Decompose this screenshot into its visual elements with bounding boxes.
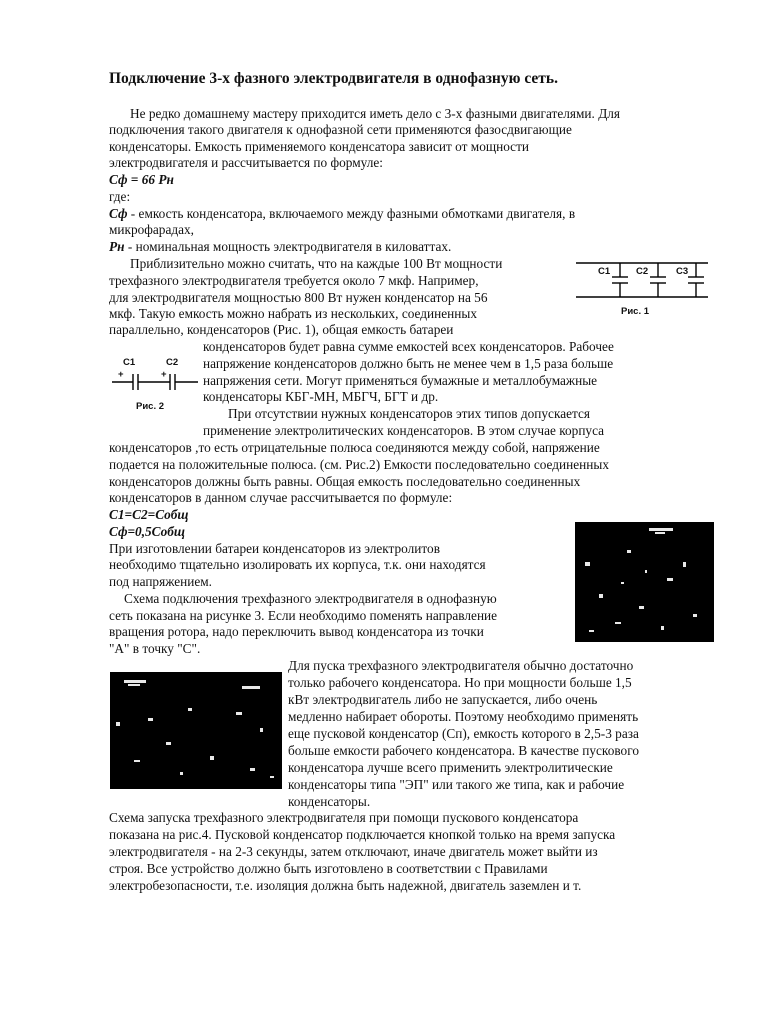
figure-4-noise [110, 672, 282, 789]
paragraph-line: под напряжением. [109, 574, 212, 589]
paragraph-line: конденсаторы КБГ-МН, МБГЧ, БГТ и др. [203, 389, 439, 404]
paragraph-line: необходимо тщательно изолировать их корпуса, т.к. они находятся [109, 557, 486, 572]
paragraph-line: напряжение конденсаторов должно быть не менее чем в 1,5 раза больше [203, 356, 614, 371]
paragraph-line: конденсаторы. Емкость применяемого конденсатора зависит от мощности [109, 139, 530, 154]
paragraph-line: Приблизительно можно считать, что на каждые 100 Вт мощности [130, 256, 503, 271]
polarity-plus: + [118, 369, 124, 380]
paragraph-line: вращения ротора, надо переключить вывод конденсатора из точки [109, 624, 484, 639]
figure-1-parallel-capacitors [572, 255, 712, 317]
paragraph-line: больше емкости рабочего конденсатора. В качестве пускового [288, 743, 639, 758]
paragraph-line: конденсаторы типа "ЭП" или такого же типа, как и рабочие [288, 777, 625, 792]
capacitor-label: C1 [123, 357, 136, 368]
formula-capacitance: Сф = 66 Рн [109, 172, 174, 187]
figure-2-series-capacitors [110, 356, 202, 416]
paragraph-line: подключения такого двигателя к однофазной сети применяются фазосдвигающие [109, 122, 572, 137]
paragraph-line: конденсаторы. [288, 794, 371, 809]
formula-symbol: Рн [109, 239, 125, 254]
formula-symbol: Сф [109, 206, 128, 221]
paragraph-line: для электродвигателя мощностью 800 Вт нужен конденсатор на 56 [109, 290, 488, 305]
paragraph-line: кВт электродвигатель либо не запускается, либо очень [288, 692, 598, 707]
paragraph-line: Схема подключения трехфазного электродвигателя в однофазную [124, 591, 497, 606]
capacitor-label: C1 [598, 266, 611, 277]
paragraph-line: При изготовлении батареи конденсаторов из электролитов [109, 541, 440, 556]
paragraph-line: При отсутствии нужных конденсаторов этих типов допускается [228, 406, 591, 421]
paragraph-line: строя. Все устройство должно быть изготовлено в соответствии с Правилами [109, 861, 548, 876]
paragraph-line: только рабочего конденсатора. Но при мощности больше 1,5 [288, 675, 632, 690]
paragraph-line: подается на положительные полюса. (см. Рис.2) Емкости последовательно соединенных [109, 457, 609, 472]
paragraph-line: мкф. Такую емкость можно набрать из нескольких, соединенных [109, 306, 477, 321]
paragraph-line: еще пусковой конденсатор (Сп), емкость которого в 2,5-3 раза [288, 726, 639, 741]
definition-line [109, 206, 575, 222]
paragraph-line: электробезопасности, т.е. изоляция должна быть надежной, двигатель заземлен и т. [109, 878, 582, 893]
capacitor-label: C2 [636, 266, 649, 277]
paragraph-line: конденсатора лучше всего применить электролитические [288, 760, 613, 775]
paragraph-line: медленно набирает обороты. Поэтому необходимо применять [288, 709, 639, 724]
paragraph-line: конденсаторов должны быть равны. Общая емкость последовательно соединенных [109, 474, 581, 489]
paragraph-line: показана на рис.4. Пусковой конденсатор подключается кнопкой только на время запуска [109, 827, 616, 842]
polarity-plus: + [161, 369, 167, 380]
definition-line [109, 239, 451, 255]
paragraph-line: конденсаторов в данном случае рассчитывается по формуле: [109, 490, 453, 505]
figure-caption: Рис. 1 [621, 306, 650, 317]
paragraph-line: электродвигателя и рассчитывается по формуле: [109, 155, 383, 170]
paragraph-line: Не редко домашнему мастеру приходится иметь дело с 3-х фазными двигателями. Для [130, 106, 621, 121]
paragraph-line: электродвигателя - на 2-3 секунды, затем отключают, иначе двигатель может выйти из [109, 844, 598, 859]
paragraph-line: конденсаторов ,то есть отрицательные полюса соединяются между собой, напряжение [109, 440, 600, 455]
capacitor-label: C3 [676, 266, 689, 277]
paragraph-line: "А" в точку "С". [109, 641, 201, 656]
paragraph-line: трехфазного электродвигателя требуется около 7 мкф. Например, [109, 273, 479, 288]
figure-3-scan [575, 522, 714, 642]
figure-4-scan [110, 672, 282, 789]
capacitor-label: C2 [166, 357, 179, 368]
figure-3-noise [575, 522, 714, 642]
formula-phase-capacitor: Сф=0,5Собщ [109, 524, 185, 539]
figure-caption: Рис. 2 [136, 401, 165, 412]
paragraph-line: сеть показана на рисунке 3. Если необходимо поменять направление [109, 608, 498, 623]
formula-equal-capacitors: С1=С2=Собщ [109, 507, 189, 522]
definition-text: - номинальная мощность электродвигателя в киловаттах. [124, 239, 452, 254]
definition-text: - емкость конденсатора, включаемого между фазными обмотками двигателя, в [127, 206, 576, 221]
paragraph-line: напряжения сети. Могут применяться бумажные и металлобумажные [203, 373, 598, 388]
page-title: Подключение 3-х фазного электродвигателя в однофазную сеть. [109, 70, 558, 87]
paragraph-line: конденсаторов будет равна сумме емкостей всех конденсаторов. Рабочее [203, 339, 614, 354]
paragraph-line: Схема запуска трехфазного электродвигателя при помощи пускового конденсатора [109, 810, 579, 825]
paragraph-line: параллельно, конденсаторов (Рис. 1), общая емкость батареи [109, 322, 454, 337]
paragraph-line: где: [109, 189, 131, 204]
paragraph-line: Для пуска трехфазного электродвигателя обычно достаточно [288, 658, 634, 673]
paragraph-line: микрофарадах, [109, 222, 194, 237]
paragraph-line: применение электролитических конденсаторов. В этом случае корпуса [203, 423, 605, 438]
